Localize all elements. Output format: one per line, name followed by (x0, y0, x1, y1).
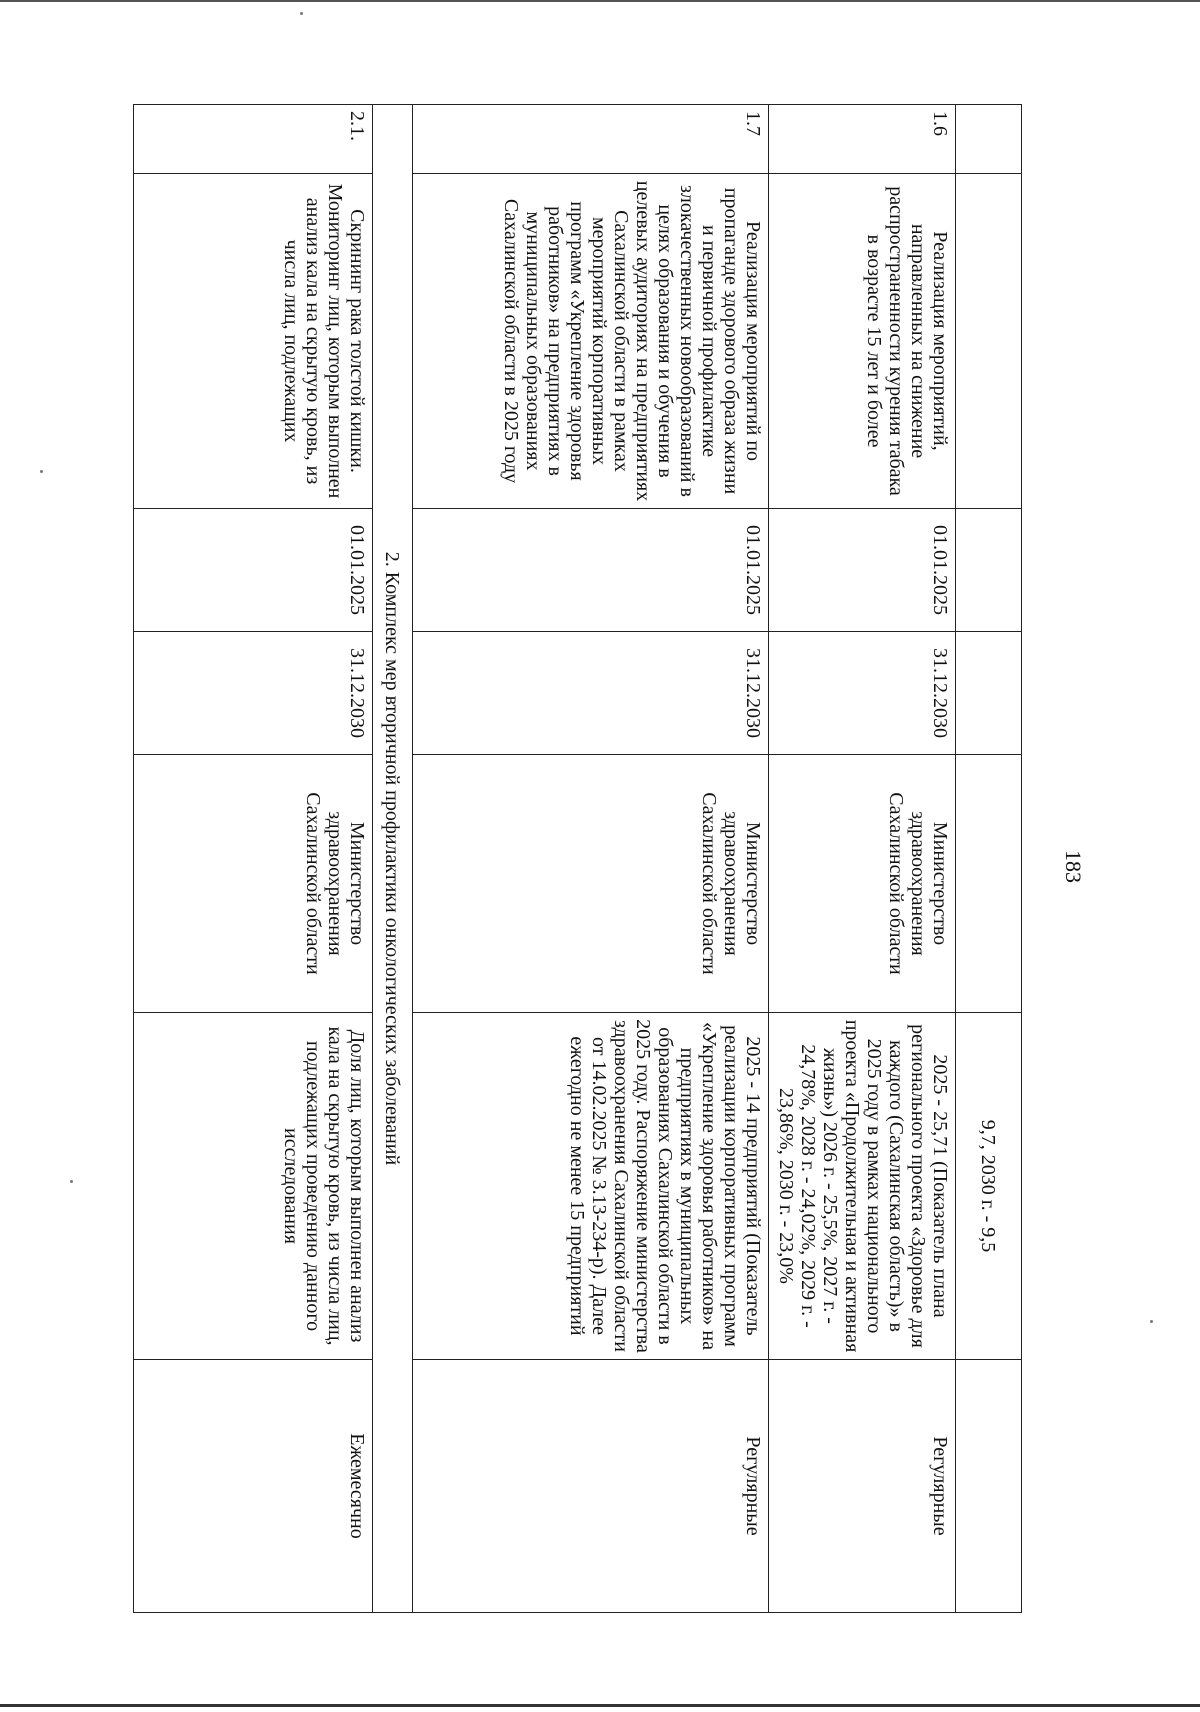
cell-executor: Министерство здравоохранения Сахалинской области (134, 755, 373, 1013)
scan-edge-bottom (0, 1704, 1200, 1707)
section-title: 2. Комплекс мер вторичной профилактики онкологических заболеваний (373, 105, 413, 1613)
cell-name: Реализация мероприятий по пропаганде здорового образа жизни и первичной профилактике злокачественных новообразований в целях образования и обучения в целевых аудиториях на предприятиях Сахалинской области в рамках мероприятий корпоративных программ «Укрепление здоровья работников» на предприятиях в муниципальных образованиях Сахалинской области в 2025 году (413, 174, 769, 509)
cell-num (956, 105, 1022, 174)
cell-indicator: 2025 - 25,71 (Показатель плана регионального проекта «Здоровье для каждого (Сахалинская область)» в 2025 году в рамках национального проекта «Продолжительная и активная жизнь») 2026 г. - 25,5%, 2027 г. - 24,78%, 2028 г. - 24,02%, 2029 г. - 23,86%, 2030 г. - 23,0% (769, 1013, 956, 1360)
cell-end-date: 31.12.2030 (413, 632, 769, 755)
table-row-continuation (956, 105, 1022, 1613)
cell-indicator: 2025 - 14 предприятий (Показатель реализации корпоративных программ «Укрепление здоровья работников» на предприятиях в муниципальных образованиях Сахалинской области в 2025 году. Распоряжение министерства здравоохранения Сахалинской области от 14.02.2025 № 3.13-234-р). Далее ежегодно не менее 15 предприятий (413, 1013, 769, 1360)
table-row (413, 105, 769, 1613)
cell-start (956, 509, 1022, 632)
cell-num: 2.1. (134, 105, 373, 174)
cell-indicator: Доля лиц, которым выполнен анализ кала на скрытую кровь, из числа лиц, подлежащих проведению данного исследования (134, 1013, 373, 1360)
scan-edge-top (0, 0, 1200, 2)
cell-start-date: 01.01.2025 (134, 509, 373, 632)
cell-start-date: 01.01.2025 (769, 509, 956, 632)
cell-end-date: 31.12.2030 (134, 632, 373, 755)
cell-executor: Министерство здравоохранения Сахалинской области (413, 755, 769, 1013)
scan-speck (1150, 1320, 1153, 1323)
section-row (373, 105, 413, 1613)
cell-start-date: 01.01.2025 (413, 509, 769, 632)
cell-end (956, 632, 1022, 755)
cell-num: 1.7 (413, 105, 769, 174)
cell-name: Реализация мероприятий, направленных на снижение распространенности курения табака в возрасте 15 лет и более (769, 174, 956, 509)
cell-executor (956, 755, 1022, 1013)
cell-executor: Министерство здравоохранения Сахалинской области (769, 755, 956, 1013)
scan-speck (300, 12, 303, 15)
cell-num: 1.6 (769, 105, 956, 174)
table-row (769, 105, 956, 1613)
cell-name (956, 174, 1022, 509)
cell-periodicity: Ежемесячно (134, 1360, 373, 1613)
cell-periodicity (956, 1360, 1022, 1613)
cell-end-date: 31.12.2030 (769, 632, 956, 755)
rotated-table-wrapper (134, 104, 1022, 1612)
cell-periodicity: Регулярные (413, 1360, 769, 1613)
table-row (134, 105, 373, 1613)
scan-speck (70, 1180, 73, 1183)
scan-speck (40, 470, 43, 473)
page-number: 183 (1061, 850, 1086, 883)
cell-periodicity: Регулярные (769, 1360, 956, 1613)
cell-indicator-continuation: 9,7, 2030 г. - 9,5 (956, 1013, 1022, 1360)
cell-name: Скрининг рака толстой кишки. Мониторинг лиц, которым выполнен анализ кала на скрытую кровь, из числа лиц, подлежащих (134, 174, 373, 509)
measures-table (133, 104, 1022, 1613)
